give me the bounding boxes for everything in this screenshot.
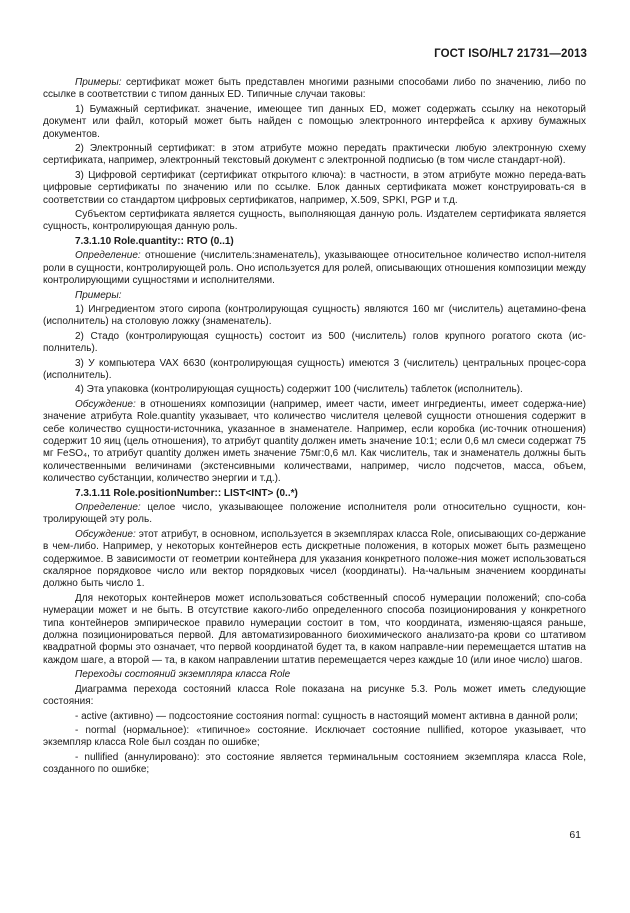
- paragraph-lead: Переходы состояний экземпляра класса Role: [75, 669, 291, 681]
- paragraph-text: целое число, указывающее положение исполнителя роли относительно сущности, кон-тролирующей эту роль.: [43, 502, 586, 526]
- list-item: - active (активно) — подсостояние состояния normal: сущность в настоящий момент активна в данной роли;: [75, 710, 578, 722]
- paragraph-item: 4) Эта упаковка (контролирующая сущность) содержит 100 (числитель) таблеток (исполнитель).: [75, 384, 523, 396]
- standard-code-header: ГОСТ ISO/HL7 21731—2013: [434, 48, 587, 60]
- paragraph-item: 1) Бумажный сертификат. значение, имеющее тип данных ED, может содержать ссылку на некоторый документ или файл, который может быть найден с помощью электронного интерфейса к архиву бумажных документов.: [43, 103, 586, 140]
- paragraph-lead: Примеры:: [75, 289, 122, 301]
- paragraph-text: в отношениях композиции (например, имеет части, имеет ингредиенты, имеет содержа-ние) значение атрибута Role.quantity указывает, что количество числителя целевой сущности отношения содержит в себе количество сущности-источника, указанное в знаменателе. Например, если коробка (ис-точник отношения) содержит 10 яиц (цель отношения), то атрибут quantity должен иметь значение 10:1; если 0,6 мл смеси содержат 75 мг FeSO₄, то атрибут quantity должен иметь значение 75мг:0,6 мл. Как числитель, так и знаменатель должны быть количественными величинами (экстенсивными количествами, например, число подсчетов, масса, объем, количество субстанции, количество энергии и т.д.).: [43, 398, 586, 485]
- paragraph-item: 2) Стадо (контролирующая сущность) состоит из 500 (числитель) голов крупного рогатого скота (ис-полнитель).: [43, 330, 586, 355]
- paragraph-examples-intro: [43, 77, 586, 102]
- paragraph: Диаграмма перехода состояний класса Role показана на рисунке 5.3. Роль может иметь следующие состояния:: [43, 683, 586, 708]
- paragraph-text: отношение (числитель:знаменатель), указывающее относительное количество испол-нителя роли в сущности, контролирующей роль. Оно используется для ролей, описывающих отношения композиции между контролирующими сущностями и исполнителями.: [43, 250, 586, 287]
- paragraph-text: этот атрибут, в основном, используется в экземплярах класса Role, описывающих со-держание в чем-либо. Например, у некоторых контейнеров есть дискретные положения, в которых может быть размещено содержимое. В зависимости от геометрии контейнера для указания конкретного положе-ния может использоваться скалярное порядковое число или вектор порядковых чисел (координаты). На-чальным значением координаты должно быть число 1.: [43, 528, 586, 590]
- paragraph-lead: Определение:: [75, 502, 141, 513]
- document-body: [43, 77, 586, 777]
- paragraph-definition: [43, 502, 586, 527]
- paragraph-lead: Определение:: [75, 250, 141, 262]
- paragraph: Субъектом сертификата является сущность, выполняющая данную роль. Издателем сертификата является сущность, контролирующая данную роль.: [43, 209, 586, 233]
- page-number: 61: [569, 829, 581, 841]
- list-item: - normal (нормальное): «типичное» состояние. Исключает состояние nullified, которое указывает, что экземпляр класса Role был создан по ошибке;: [43, 724, 586, 749]
- paragraph-examples-label: [43, 290, 586, 302]
- paragraph-discussion: [43, 529, 586, 591]
- paragraph-text: сертификат может быть представлен многими разными способами либо по значению, либо по ссылке в соответствии с типом данных ED. Типичные случаи таковы:: [43, 77, 586, 101]
- paragraph-item: 2) Электронный сертификат: в этом атрибуте можно передать практически любую электронную схему сертификата, например, электронный текстовый документ с электронной подписью (в том числе стандарт-ной).: [43, 143, 586, 167]
- paragraph-definition: [43, 250, 586, 287]
- subsection-title: [43, 669, 586, 681]
- paragraph-item: 3) Цифровой сертификат (сертификат открытого ключа): в частности, в этом атрибуте можно переда-вать цифровые сертификаты по значению или по ссылке. Блок данных сертификата может конструировать-ся в соответствии со стандартом цифровых сертификатов, например, X.509, SPKI, PGP и т.д.: [43, 169, 586, 206]
- paragraph-lead: Обсуждение:: [75, 528, 136, 540]
- section-heading: 7.3.1.11 Role.positionNumber:: LIST<INT> (0..*): [75, 487, 298, 499]
- paragraph-lead: Примеры:: [75, 77, 122, 88]
- paragraph: Для некоторых контейнеров может использоваться собственный способ нумерации положений; спо-соба нумерации может и не быть. В отсутствие какого-либо определенного способа позиционирования у конкретного типа контейнеров эмпирическое правило нумерации состоит в том, что координата, изменяю-щаяся раньше, должна позиционироваться первой. Для автоматизированного биохимического анализато-ра крови со штативом квадратной формы это означает, что первой координатой будет та, в каком направле-нии перемещается штатив на каждом шаге, а второй — та, в каком направлении штатив перемещается через каждые 10 (или иное число) шагов.: [43, 592, 586, 666]
- paragraph-item: 3) У компьютера VAX 6630 (контролирующая сущность) имеются 3 (числитель) центральных процес-сора (исполнитель).: [43, 357, 586, 381]
- list-item: - nullified (аннулировано): это состояние является терминальным состоянием экземпляра класса Role, созданного по ошибке;: [43, 751, 586, 776]
- paragraph-item: 1) Ингредиентом этого сиропа (контролирующая сущность) являются 160 мг (числитель) ацетамино-фена (исполнитель) на столовую ложку (знаменатель).: [43, 303, 586, 328]
- paragraph-lead: Обсуждение:: [75, 398, 136, 410]
- section-heading: 7.3.1.10 Role.quantity:: RTO (0..1): [75, 235, 234, 247]
- paragraph-discussion: [43, 399, 586, 486]
